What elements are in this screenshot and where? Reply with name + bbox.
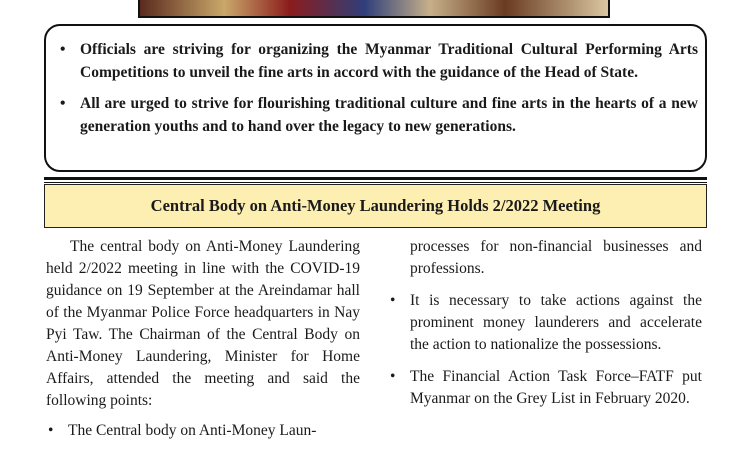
bullet-item: • It is necessary to take actions against the prominent money launderers and accelerate the action to nationalize the possessions. bbox=[388, 290, 702, 356]
section-divider-thin bbox=[44, 182, 707, 183]
continuation-paragraph: processes for non-financial businesses and professions. bbox=[410, 238, 702, 277]
news-photo bbox=[138, 0, 610, 18]
article-column-left bbox=[46, 236, 360, 442]
highlight-item: • All are urged to strive for flourishing traditional culture and fine arts in the hearts of a new generation youths and to hand over the legacy to new generations. bbox=[58, 92, 698, 138]
headline-text: Central Body on Anti-Money Laundering Holds 2/2022 Meeting bbox=[150, 196, 601, 215]
article-lead-paragraph: The central body on Anti-Money Laundering held 2/2022 meeting in line with the COVID-19 guidance on 19 September at the Areindamar hall of the Myanmar Police Force headquarters in Nay Pyi Taw. The Chairman of the Central Body on Anti-Money Laundering, Minister for Home Affairs, attended the meeting and said the following points: bbox=[46, 238, 360, 409]
article-headline bbox=[44, 184, 707, 228]
bullet-item: • The Financial Action Task Force–FATF put Myanmar on the Grey List in February 2020. bbox=[388, 366, 702, 410]
left-bullet-list bbox=[46, 420, 360, 442]
highlights-box bbox=[44, 24, 707, 172]
highlight-item: • Officials are striving for organizing the Myanmar Traditional Cultural Performing Arts Competitions to unveil the fine arts in accord with the guidance of the Head of State. bbox=[58, 38, 698, 84]
highlights-list bbox=[58, 38, 698, 146]
right-bullet-list bbox=[388, 290, 702, 410]
article-column-right bbox=[388, 236, 702, 410]
section-divider-thick bbox=[44, 177, 707, 180]
bullet-item: • The Central body on Anti-Money Laun- bbox=[46, 420, 360, 442]
